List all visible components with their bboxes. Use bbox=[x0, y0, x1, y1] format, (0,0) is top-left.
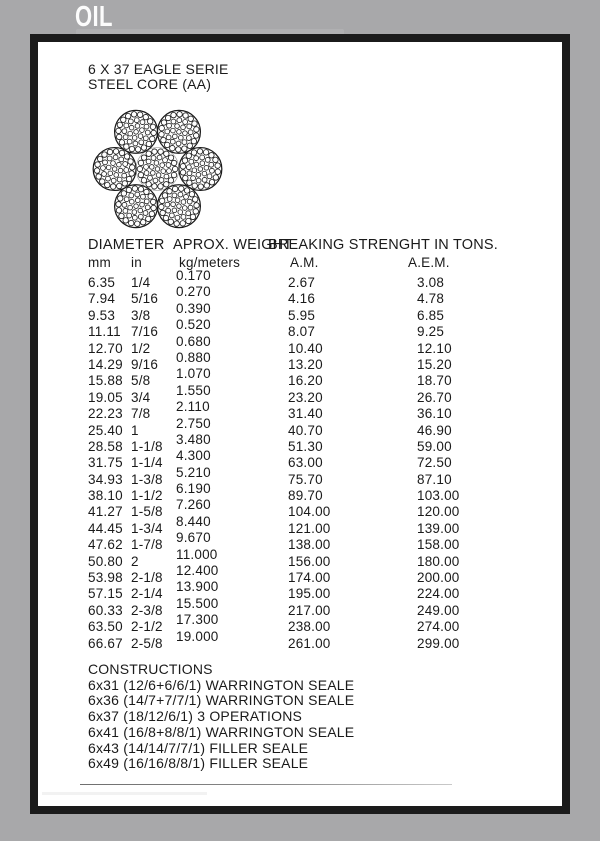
table-row bbox=[88, 563, 556, 586]
page-title bbox=[88, 62, 229, 92]
subheader-in: in bbox=[131, 255, 142, 270]
table-row bbox=[88, 399, 556, 422]
bottom-rule bbox=[80, 784, 452, 785]
cell-diameter-in: 1/2 bbox=[131, 340, 151, 356]
cell-breaking-am: 104.00 bbox=[288, 504, 331, 520]
cell-diameter-in: 7/16 bbox=[131, 324, 159, 340]
cell-diameter-in: 5/16 bbox=[131, 291, 159, 307]
table-row bbox=[88, 481, 556, 504]
cell-breaking-aem: 59.00 bbox=[417, 438, 452, 454]
cell-breaking-am: 174.00 bbox=[288, 570, 331, 586]
cell-breaking-am: 5.95 bbox=[288, 307, 316, 323]
cell-breaking-aem: 3.08 bbox=[417, 275, 445, 290]
cell-breaking-am: 75.70 bbox=[288, 471, 323, 487]
cell-diameter-mm: 31.75 bbox=[88, 455, 123, 471]
table-row bbox=[88, 349, 556, 373]
cell-diameter-mm: 63.50 bbox=[88, 619, 123, 635]
cell-diameter-in: 2-3/8 bbox=[131, 602, 163, 618]
cell-weight-kg: 8.440 bbox=[176, 513, 211, 529]
construction-item: 6x49 (16/16/8/8/1) FILLER SEALE bbox=[88, 755, 309, 772]
table-row bbox=[88, 317, 556, 340]
cell-diameter-in: 9/16 bbox=[131, 356, 159, 372]
cell-breaking-aem: 12.10 bbox=[417, 340, 452, 356]
cell-breaking-am: 13.20 bbox=[288, 356, 323, 372]
table-row bbox=[88, 300, 556, 324]
constructions-title: CONSTRUCTIONS bbox=[88, 661, 213, 677]
cell-diameter-mm: 11.11 bbox=[88, 324, 121, 340]
cell-breaking-aem: 158.00 bbox=[417, 537, 460, 553]
cell-diameter-in: 2-1/2 bbox=[131, 619, 163, 635]
table-row bbox=[88, 595, 556, 619]
table-row bbox=[88, 546, 556, 570]
table-row bbox=[88, 268, 556, 291]
cell-diameter-mm: 22.23 bbox=[88, 406, 123, 422]
cell-breaking-am: 121.00 bbox=[288, 520, 331, 536]
cell-breaking-aem: 224.00 bbox=[417, 586, 460, 602]
cell-diameter-mm: 44.45 bbox=[88, 520, 123, 536]
cell-diameter-mm: 38.10 bbox=[88, 488, 123, 504]
header-diameter: DIAMETER bbox=[88, 237, 165, 253]
cell-breaking-am: 261.00 bbox=[288, 635, 331, 651]
cell-breaking-aem: 4.78 bbox=[417, 291, 445, 307]
cell-weight-kg: 9.670 bbox=[176, 530, 211, 546]
cell-breaking-am: 195.00 bbox=[288, 586, 331, 602]
table-row bbox=[88, 448, 556, 471]
cell-diameter-mm: 28.58 bbox=[88, 438, 123, 454]
cell-breaking-aem: 9.25 bbox=[417, 324, 445, 340]
cell-breaking-aem: 299.00 bbox=[417, 635, 460, 651]
table-row bbox=[88, 366, 556, 389]
cell-weight-kg: 17.300 bbox=[176, 612, 219, 628]
cell-breaking-aem: 180.00 bbox=[417, 553, 460, 569]
cell-breaking-am: 16.20 bbox=[288, 373, 323, 389]
cell-diameter-mm: 7.94 bbox=[88, 291, 116, 307]
cell-breaking-am: 51.30 bbox=[288, 438, 323, 454]
cell-weight-kg: 6.190 bbox=[176, 481, 211, 497]
cell-diameter-in: 1-1/2 bbox=[131, 488, 163, 504]
table-row bbox=[88, 382, 556, 406]
cell-diameter-mm: 25.40 bbox=[88, 422, 123, 438]
cell-breaking-aem: 249.00 bbox=[417, 602, 460, 618]
cell-weight-kg: 13.900 bbox=[176, 579, 219, 595]
cell-breaking-aem: 26.70 bbox=[417, 389, 452, 405]
header-approx-weight: APROX. WEIGHT bbox=[173, 237, 293, 253]
cell-breaking-aem: 200.00 bbox=[417, 570, 460, 586]
cell-weight-kg: 19.000 bbox=[176, 628, 219, 644]
faint-scan-marks bbox=[42, 792, 207, 795]
catalog-page bbox=[30, 34, 570, 814]
construction-item: 6x31 (12/6+6/6/1) WARRINGTON SEALE bbox=[88, 676, 355, 693]
cell-diameter-mm: 53.98 bbox=[88, 570, 123, 586]
subheader-kg-meters: kg/meters bbox=[179, 255, 241, 270]
cell-weight-kg: 0.170 bbox=[176, 268, 211, 283]
cell-diameter-in: 3/8 bbox=[131, 307, 151, 323]
header-breaking-strength: BREAKING STRENGHT IN TONS. bbox=[268, 237, 498, 253]
cell-diameter-in: 2-5/8 bbox=[131, 635, 163, 651]
cell-breaking-am: 156.00 bbox=[288, 553, 331, 569]
cell-diameter-in: 5/8 bbox=[131, 373, 151, 389]
cell-diameter-in: 2-1/4 bbox=[131, 586, 163, 602]
cell-weight-kg: 15.500 bbox=[176, 595, 219, 611]
cell-weight-kg: 4.300 bbox=[176, 448, 211, 464]
cell-diameter-in: 1-3/8 bbox=[131, 471, 163, 487]
cell-breaking-am: 238.00 bbox=[288, 619, 331, 635]
cell-diameter-mm: 57.15 bbox=[88, 586, 123, 602]
cell-diameter-mm: 14.29 bbox=[88, 356, 123, 372]
cell-weight-kg: 12.400 bbox=[176, 563, 219, 579]
spec-table-body bbox=[88, 268, 556, 652]
cell-weight-kg: 3.480 bbox=[176, 431, 211, 447]
table-row bbox=[88, 415, 556, 439]
cell-diameter-mm: 60.33 bbox=[88, 602, 123, 618]
cell-breaking-aem: 274.00 bbox=[417, 619, 460, 635]
cell-weight-kg: 0.880 bbox=[176, 349, 211, 365]
cell-diameter-in: 1-1/8 bbox=[131, 438, 163, 454]
cell-diameter-in: 3/4 bbox=[131, 389, 151, 405]
cell-breaking-am: 217.00 bbox=[288, 602, 331, 618]
cell-weight-kg: 0.270 bbox=[176, 284, 211, 300]
cell-diameter-mm: 15.88 bbox=[88, 373, 123, 389]
cell-weight-kg: 0.520 bbox=[176, 317, 211, 333]
cell-weight-kg: 2.110 bbox=[176, 399, 210, 415]
cell-breaking-aem: 6.85 bbox=[417, 307, 445, 323]
cell-breaking-aem: 103.00 bbox=[417, 488, 460, 504]
table-row bbox=[88, 497, 556, 520]
cell-diameter-mm: 47.62 bbox=[88, 537, 123, 553]
table-row bbox=[88, 333, 556, 357]
cell-diameter-mm: 34.93 bbox=[88, 471, 123, 487]
construction-item: 6x41 (16/8+8/8/1) WARRINGTON SEALE bbox=[88, 723, 355, 740]
cell-weight-kg: 5.210 bbox=[176, 464, 211, 480]
title-line-series: 6 X 37 EAGLE SERIE bbox=[88, 61, 229, 77]
construction-item: 6x37 (18/12/6/1) 3 OPERATIONS bbox=[88, 708, 303, 725]
cell-breaking-am: 89.70 bbox=[288, 488, 323, 504]
cell-weight-kg: 2.750 bbox=[176, 415, 211, 431]
cell-breaking-aem: 120.00 bbox=[417, 504, 460, 520]
cell-breaking-am: 31.40 bbox=[288, 406, 323, 422]
subheader-aem: A.E.M. bbox=[408, 255, 450, 270]
cell-breaking-aem: 72.50 bbox=[417, 455, 452, 471]
table-row bbox=[88, 464, 556, 488]
cell-diameter-mm: 19.05 bbox=[88, 389, 123, 405]
cell-breaking-aem: 139.00 bbox=[417, 520, 460, 536]
subheader-am: A.M. bbox=[290, 255, 319, 270]
table-row bbox=[88, 513, 556, 537]
cell-diameter-in: 1 bbox=[131, 422, 139, 438]
construction-item: 6x36 (14/7+7/7/1) WARRINGTON SEALE bbox=[88, 692, 355, 709]
cell-breaking-am: 10.40 bbox=[288, 340, 323, 356]
cell-diameter-in: 1-1/4 bbox=[131, 455, 163, 471]
cell-diameter-mm: 66.67 bbox=[88, 635, 123, 651]
cell-weight-kg: 1.070 bbox=[176, 366, 211, 382]
cell-diameter-in: 1-5/8 bbox=[131, 504, 163, 520]
cell-diameter-in: 1-3/4 bbox=[131, 520, 163, 536]
cell-breaking-am: 2.67 bbox=[288, 275, 316, 290]
table-row bbox=[88, 431, 556, 455]
cell-breaking-am: 8.07 bbox=[288, 324, 316, 340]
title-line-core: STEEL CORE (AA) bbox=[88, 76, 212, 92]
table-row bbox=[88, 530, 556, 553]
cell-breaking-aem: 15.20 bbox=[417, 356, 452, 372]
cell-diameter-mm: 50.80 bbox=[88, 553, 123, 569]
cell-breaking-am: 63.00 bbox=[288, 455, 323, 471]
rope-cross-section-diagram bbox=[90, 102, 225, 236]
table-row bbox=[88, 284, 556, 307]
table-row bbox=[88, 628, 556, 652]
constructions-section bbox=[88, 662, 354, 772]
cell-breaking-aem: 36.10 bbox=[417, 406, 452, 422]
cell-weight-kg: 1.550 bbox=[176, 382, 211, 398]
brand-logo: OIL bbox=[75, 1, 113, 33]
cell-breaking-am: 23.20 bbox=[288, 389, 323, 405]
cell-diameter-mm: 9.53 bbox=[88, 307, 116, 323]
cell-breaking-am: 40.70 bbox=[288, 422, 323, 438]
construction-item: 6x43 (14/14/7/7/1) FILLER SEALE bbox=[88, 739, 309, 756]
cell-weight-kg: 7.260 bbox=[176, 497, 211, 513]
table-row bbox=[88, 579, 556, 602]
cell-weight-kg: 0.390 bbox=[176, 300, 211, 316]
constructions-list bbox=[88, 678, 354, 772]
cell-breaking-am: 4.16 bbox=[288, 291, 316, 307]
table-row bbox=[88, 612, 556, 635]
subheader-mm: mm bbox=[88, 255, 111, 270]
cell-breaking-aem: 18.70 bbox=[417, 373, 452, 389]
cell-diameter-in: 7/8 bbox=[131, 406, 151, 422]
cell-diameter-mm: 41.27 bbox=[88, 504, 123, 520]
cell-breaking-aem: 87.10 bbox=[417, 471, 452, 487]
cell-diameter-in: 2 bbox=[131, 553, 139, 569]
cell-breaking-am: 138.00 bbox=[288, 537, 331, 553]
cell-diameter-mm: 6.35 bbox=[88, 275, 116, 290]
cell-diameter-in: 1-7/8 bbox=[131, 537, 163, 553]
cell-weight-kg: 11.000 bbox=[176, 546, 218, 562]
cell-diameter-in: 1/4 bbox=[131, 275, 151, 290]
cell-weight-kg: 0.680 bbox=[176, 333, 211, 349]
cell-diameter-in: 2-1/8 bbox=[131, 570, 163, 586]
cell-breaking-aem: 46.90 bbox=[417, 422, 452, 438]
catalog-page-content bbox=[38, 42, 562, 806]
cell-diameter-mm: 12.70 bbox=[88, 340, 123, 356]
